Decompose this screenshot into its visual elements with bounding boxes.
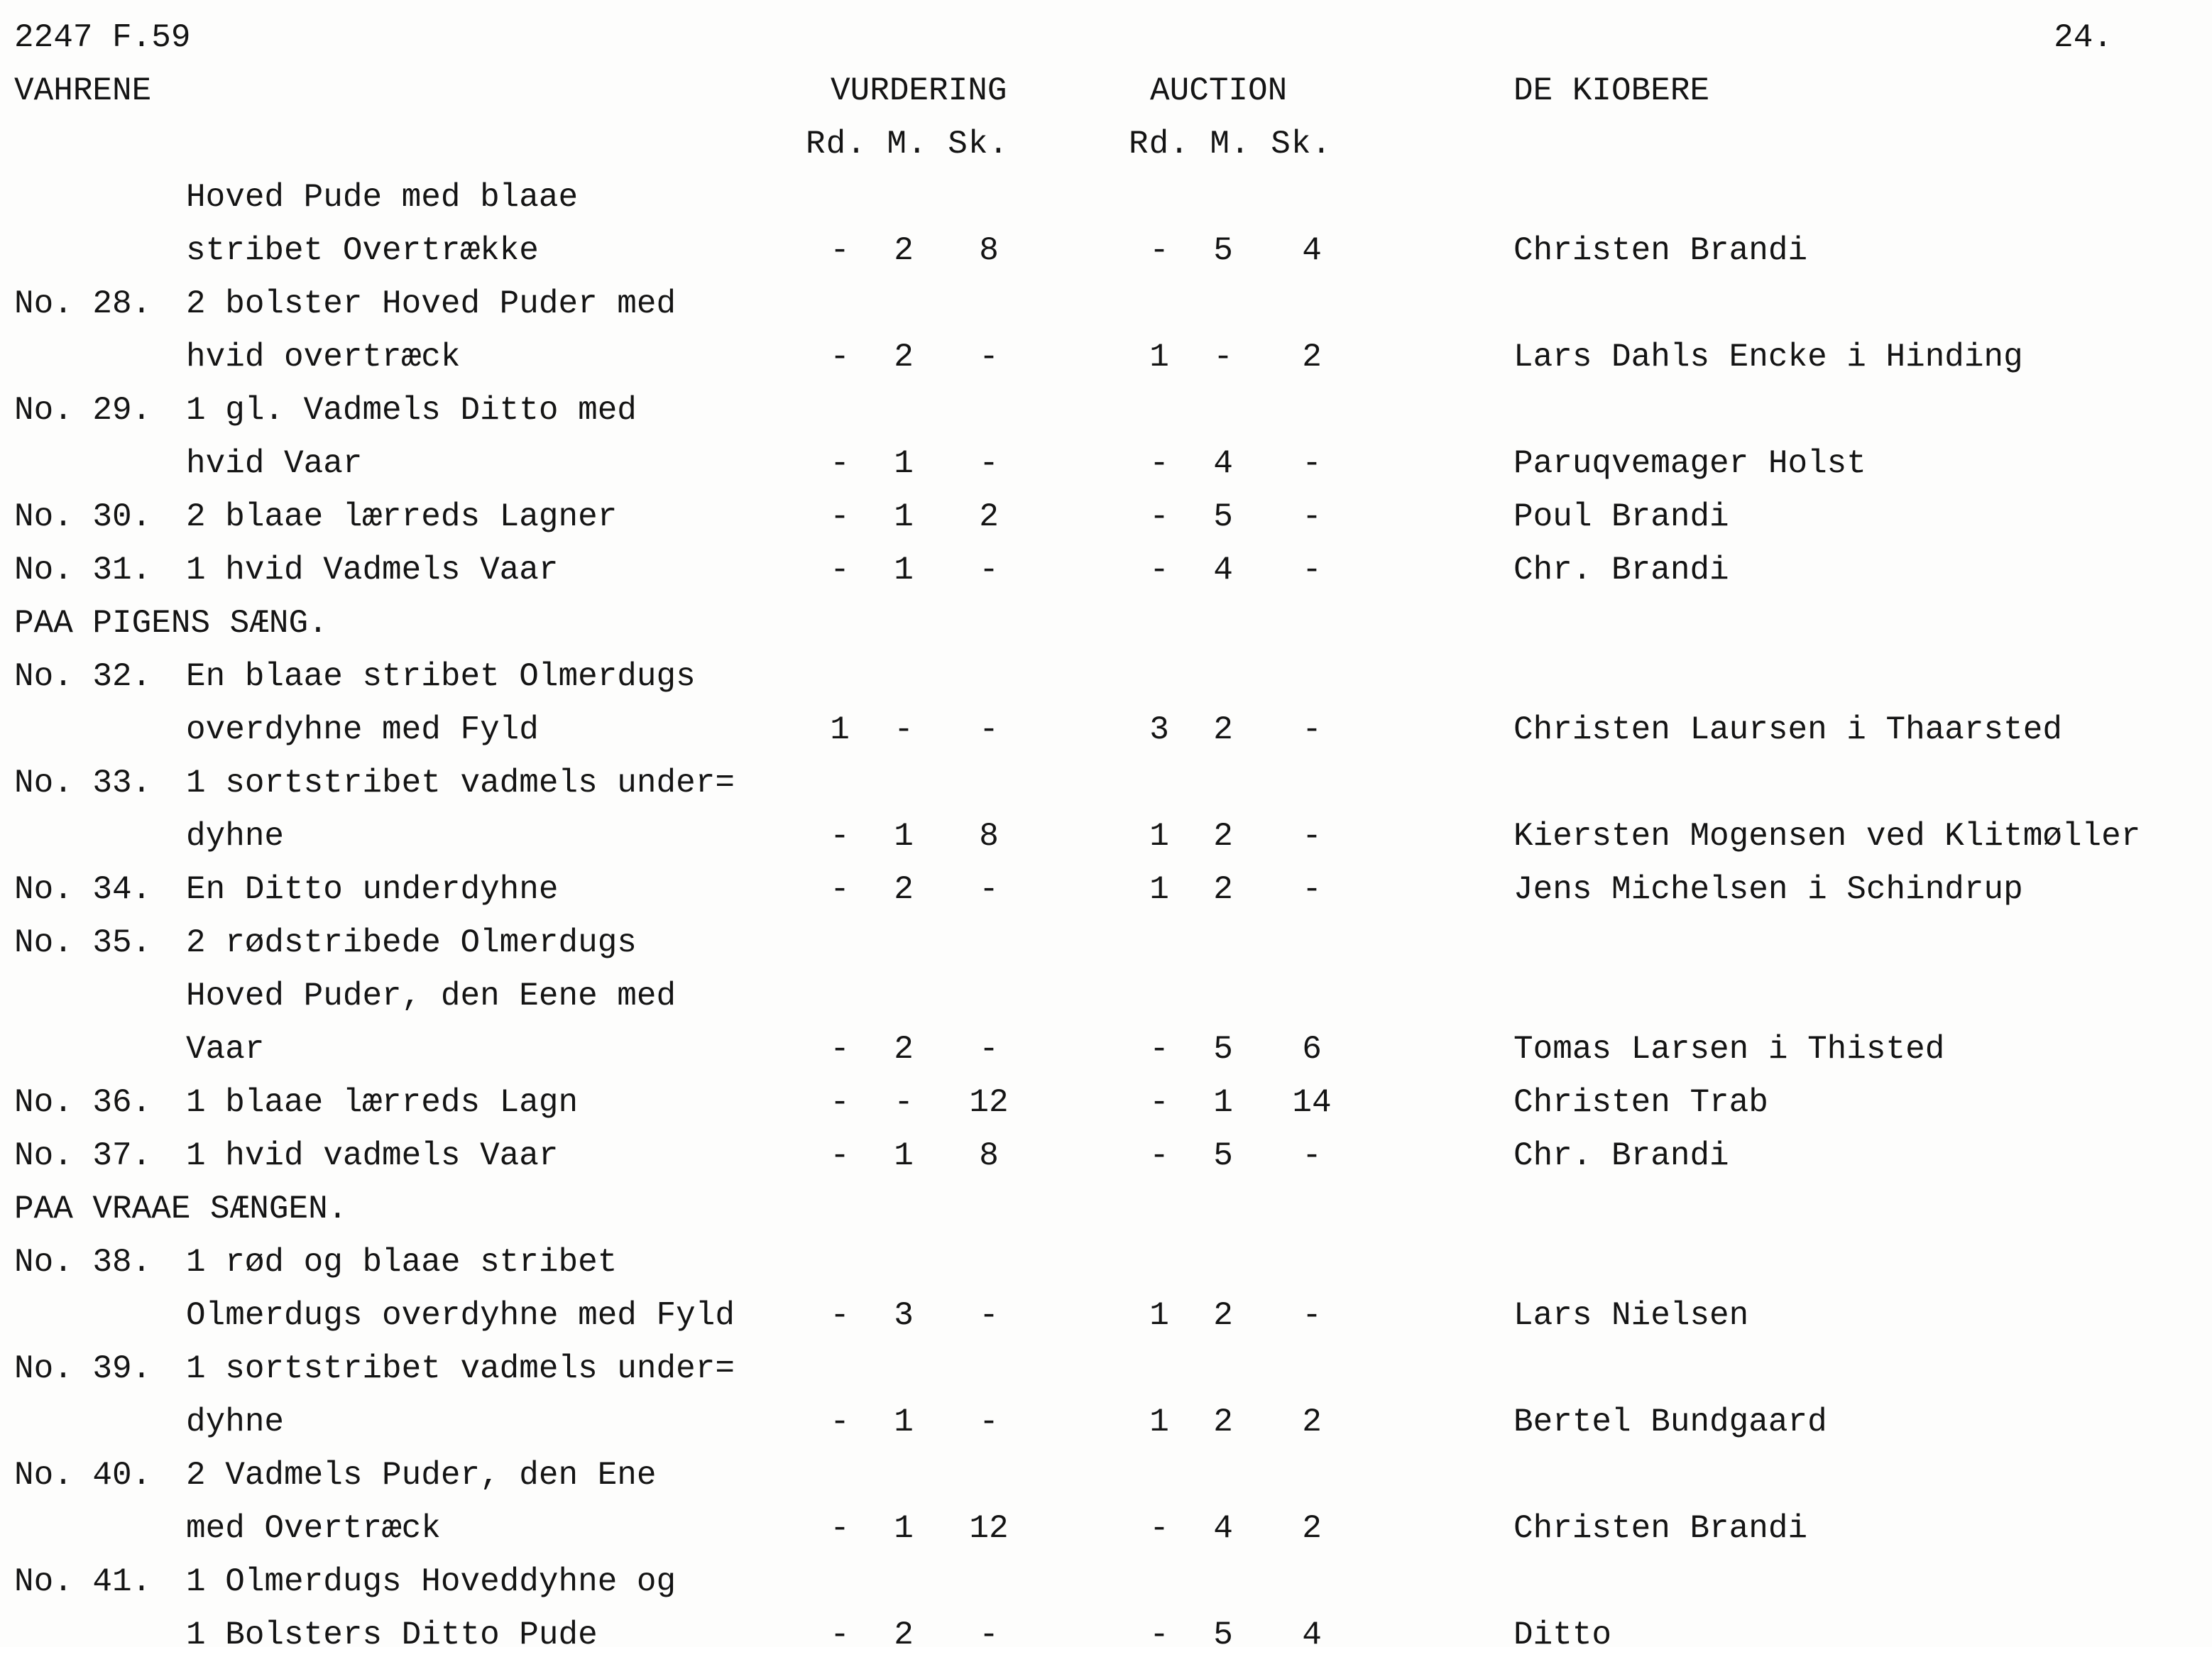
valuation-m: 1 [894,445,914,482]
auction-sk: - [1302,1297,1322,1334]
item-number: No. 40. [14,1457,152,1494]
page-number: 24. [2054,19,2113,56]
ledger-row [0,384,2212,437]
valuation-sk: - [979,445,999,482]
item-description: 1 Bolsters Ditto Pude [186,1617,598,1653]
auction-m: 2 [1213,1297,1233,1334]
auction-m: 1 [1213,1084,1233,1121]
item-description: 2 Vadmels Puder, den Ene [186,1457,657,1494]
auction-sk: 4 [1302,1617,1322,1653]
valuation-m: - [894,711,914,748]
ledger-row [0,1023,2212,1076]
auction-m: 5 [1213,498,1233,535]
item-description: hvid Vaar [186,445,363,482]
buyer-name: Kiersten Mogensen ved Klitmøller [1513,818,2141,855]
valuation-sk: - [979,711,999,748]
item-description: 2 rødstribede Olmerdugs [186,924,637,961]
buyer-name: Tomas Larsen i Thisted [1513,1031,1945,1068]
auction-m: 4 [1213,552,1233,589]
valuation-sk: - [979,1031,999,1068]
valuation-sk: 8 [979,818,999,855]
auction-rd: 3 [1149,711,1169,748]
buyer-name: Christen Laursen i Thaarsted [1513,711,2062,748]
item-description: overdyhne med Fyld [186,711,539,748]
ledger-row [0,1396,2212,1449]
valuation-m: 3 [894,1297,914,1334]
valuation-units: Rd. M. Sk. [806,126,1009,163]
ledger-row [0,1076,2212,1130]
column-headers [0,65,2212,118]
auction-rd: - [1149,1084,1169,1121]
valuation-m: 2 [894,1617,914,1653]
item-description: Hoved Pude med blaae [186,179,579,216]
ledger-row [0,1609,2212,1662]
item-number: No. 33. [14,765,152,802]
valuation-rd: - [830,498,850,535]
valuation-sk: - [979,552,999,589]
auction-rd: 1 [1149,339,1169,376]
item-description: En blaae stribet Olmerdugs [186,658,696,695]
valuation-rd: - [830,552,850,589]
auction-sk: 14 [1292,1084,1332,1121]
col-valuation-heading: VURDERING [831,72,1007,109]
valuation-rd: - [830,445,850,482]
auction-rd: - [1149,232,1169,269]
auction-m: 2 [1213,711,1233,748]
item-number: No. 36. [14,1084,152,1121]
ledger-row [0,1343,2212,1396]
valuation-sk: 12 [969,1084,1009,1121]
valuation-m: 2 [894,232,914,269]
item-description: stribet Overtrække [186,232,539,269]
section-heading: PAA VRAAE SÆNGEN. [14,1191,348,1228]
item-description: En Ditto underdyhne [186,871,559,908]
item-description: Vaar [186,1031,265,1068]
auction-sk: - [1302,1137,1322,1174]
item-description: 1 hvid vadmels Vaar [186,1137,559,1174]
auction-sk: - [1302,552,1322,589]
ledger-row [0,331,2212,384]
auction-rd: - [1149,1510,1169,1547]
valuation-rd: - [830,1031,850,1068]
item-number: No. 38. [14,1244,152,1281]
item-number: No. 35. [14,924,152,961]
buyer-name: Bertel Bundgaard [1513,1404,1827,1440]
item-number: No. 31. [14,552,152,589]
header-line [0,11,2212,65]
item-description: 2 blaae lærreds Lagner [186,498,618,535]
auction-rd: - [1149,1031,1169,1068]
ledger-row [0,491,2212,544]
auction-rd: 1 [1149,818,1169,855]
ledger-row [0,1236,2212,1289]
valuation-m: 2 [894,1031,914,1068]
valuation-rd: 1 [830,711,850,748]
ledger-row [0,171,2212,224]
ledger-row [0,1449,2212,1502]
item-description: med Overtræck [186,1510,441,1547]
valuation-sk: - [979,1297,999,1334]
item-description: 1 hvid Vadmels Vaar [186,552,559,589]
auction-m: - [1213,339,1233,376]
auction-rd: - [1149,1137,1169,1174]
valuation-rd: - [830,1137,850,1174]
item-description: dyhne [186,818,285,855]
auction-m: 4 [1213,445,1233,482]
auction-m: 5 [1213,1617,1233,1653]
item-number: No. 32. [14,658,152,695]
valuation-sk: 2 [979,498,999,535]
item-number: No. 34. [14,871,152,908]
valuation-m: 1 [894,498,914,535]
item-description: 1 Olmerdugs Hoveddyhne og [186,1563,677,1600]
auction-m: 4 [1213,1510,1233,1547]
item-description: 1 sortstribet vadmels under= [186,765,735,802]
valuation-m: 1 [894,1137,914,1174]
auction-sk: 6 [1302,1031,1322,1068]
item-description: 1 blaae lærreds Lagn [186,1084,579,1121]
valuation-m: 2 [894,339,914,376]
buyer-name: Christen Trab [1513,1084,1768,1121]
valuation-m: - [894,1084,914,1121]
auction-rd: - [1149,1617,1169,1653]
ledger-row [0,757,2212,810]
auction-m: 5 [1213,232,1233,269]
auction-sk: - [1302,711,1322,748]
valuation-sk: - [979,1404,999,1440]
col-items-heading: VAHRENE [14,72,152,109]
ledger-row [0,1289,2212,1343]
item-description: 1 gl. Vadmels Ditto med [186,392,637,429]
valuation-rd: - [830,1510,850,1547]
auction-rd: - [1149,552,1169,589]
valuation-m: 1 [894,818,914,855]
ledger-row [0,544,2212,597]
item-description: hvid overtræck [186,339,461,376]
ledger-row [0,970,2212,1023]
auction-sk: 2 [1302,339,1322,376]
valuation-rd: - [830,339,850,376]
valuation-sk: - [979,339,999,376]
valuation-rd: - [830,1084,850,1121]
item-description: Olmerdugs overdyhne med Fyld [186,1297,735,1334]
item-description: dyhne [186,1404,285,1440]
section-heading: PAA PIGENS SÆNG. [14,605,328,642]
units-header [0,118,2212,171]
ledger-row [0,1502,2212,1556]
buyer-name: Chr. Brandi [1513,1137,1729,1174]
auction-rd: - [1149,498,1169,535]
item-number: No. 41. [14,1563,152,1600]
col-buyers-heading: DE KIOBERE [1513,72,1710,109]
auction-m: 2 [1213,871,1233,908]
valuation-sk: - [979,1617,999,1653]
buyer-name: Ditto [1513,1617,1612,1653]
valuation-m: 1 [894,552,914,589]
auction-m: 2 [1213,1404,1233,1440]
section-heading-row [0,1183,2212,1236]
auction-m: 2 [1213,818,1233,855]
auction-sk: - [1302,871,1322,908]
auction-sk: 4 [1302,232,1322,269]
item-description: Hoved Puder, den Eene med [186,978,677,1015]
item-description: 2 bolster Hoved Puder med [186,285,677,322]
buyer-name: Christen Brandi [1513,1510,1808,1547]
buyer-name: Lars Nielsen [1513,1297,1749,1334]
buyer-name: Chr. Brandi [1513,552,1729,589]
ledger-row [0,810,2212,863]
ledger-row [0,917,2212,970]
auction-rd: 1 [1149,1404,1169,1440]
valuation-rd: - [830,818,850,855]
ledger-row [0,278,2212,331]
item-number: No. 30. [14,498,152,535]
valuation-sk: 8 [979,1137,999,1174]
buyer-name: Lars Dahls Encke i Hinding [1513,339,2023,376]
auction-sk: - [1302,445,1322,482]
buyer-name: Christen Brandi [1513,232,1808,269]
valuation-m: 1 [894,1510,914,1547]
valuation-sk: 8 [979,232,999,269]
ledger-row [0,1556,2212,1609]
valuation-m: 2 [894,871,914,908]
item-number: No. 39. [14,1350,152,1387]
ledger-row [0,437,2212,491]
auction-rd: - [1149,445,1169,482]
valuation-sk: - [979,871,999,908]
item-number: No. 28. [14,285,152,322]
auction-sk: 2 [1302,1404,1322,1440]
auction-rd: 1 [1149,1297,1169,1334]
item-number: No. 29. [14,392,152,429]
auction-sk: - [1302,818,1322,855]
item-description: 1 rød og blaae stribet [186,1244,618,1281]
valuation-rd: - [830,232,850,269]
ledger-row [0,704,2212,757]
item-description: 1 sortstribet vadmels under= [186,1350,735,1387]
valuation-rd: - [830,1297,850,1334]
buyer-name: Paruqvemager Holst [1513,445,1866,482]
buyer-name: Jens Michelsen i Schindrup [1513,871,2023,908]
auction-sk: - [1302,498,1322,535]
document-ref: 2247 F.59 [14,19,191,56]
auction-m: 5 [1213,1031,1233,1068]
auction-sk: 2 [1302,1510,1322,1547]
valuation-rd: - [830,871,850,908]
valuation-rd: - [830,1617,850,1653]
valuation-sk: 12 [969,1510,1009,1547]
ledger-row [0,1130,2212,1183]
item-number: No. 37. [14,1137,152,1174]
ledger-row [0,863,2212,917]
auction-rd: 1 [1149,871,1169,908]
ledger-row [0,224,2212,278]
buyer-name: Poul Brandi [1513,498,1729,535]
ledger-row [0,650,2212,704]
valuation-m: 1 [894,1404,914,1440]
col-auction-heading: AUCTION [1150,72,1288,109]
section-heading-row [0,597,2212,650]
auction-m: 5 [1213,1137,1233,1174]
auction-units: Rd. M. Sk. [1129,126,1332,163]
valuation-rd: - [830,1404,850,1440]
